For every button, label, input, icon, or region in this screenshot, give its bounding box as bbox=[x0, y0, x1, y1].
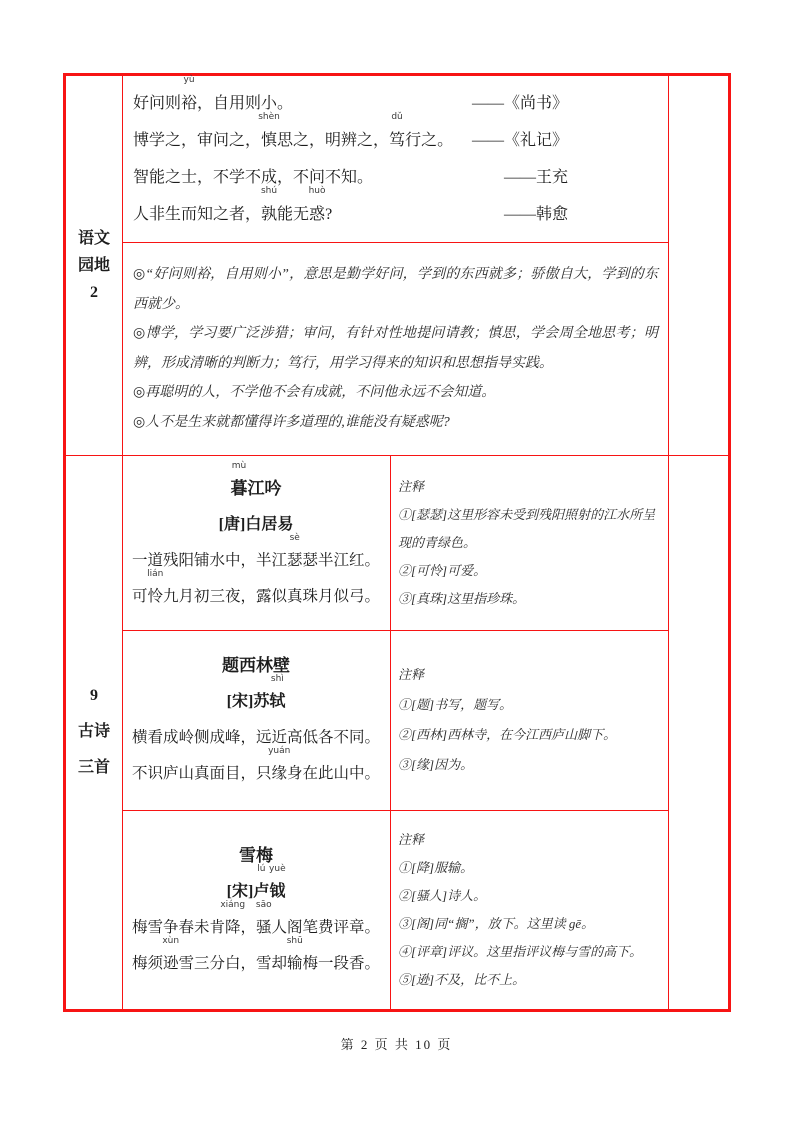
note-line: ③[阁]同“搁”，放下。这里读 gē。 bbox=[398, 915, 595, 931]
notes-heading: 注释 bbox=[398, 667, 425, 682]
quote-text bbox=[133, 159, 373, 196]
text-run: 输 shū bbox=[286, 935, 303, 972]
text-run: 轼 shì bbox=[269, 674, 286, 710]
poem-title bbox=[239, 838, 273, 874]
empty-cell bbox=[668, 76, 728, 455]
text-run: 笃 dǔ bbox=[389, 112, 406, 149]
text-run: 惑 huò bbox=[308, 186, 326, 223]
poem-author bbox=[226, 674, 286, 720]
text-run: ? bbox=[325, 206, 333, 223]
pinyin-annotation: yuán bbox=[268, 746, 291, 756]
row-label-line: 园地 bbox=[77, 257, 110, 274]
poem-verse bbox=[132, 720, 380, 756]
notes-heading: 注释 bbox=[398, 478, 425, 494]
pinyin-annotation: yuè bbox=[269, 863, 286, 874]
poem-tixilinbi bbox=[122, 630, 390, 810]
text-run: 降 xiáng bbox=[220, 899, 246, 936]
text-run: 好问则 bbox=[133, 95, 182, 112]
notes-heading: 注释 bbox=[398, 831, 425, 847]
pinyin-annotation: sāo bbox=[255, 899, 272, 910]
explanation-line: ◎“好问则裕，自用则小”，意思是勤学好问，学到的东西就多；骄傲自大，学到的东西就少。 bbox=[133, 267, 658, 312]
text-run: 暮 mù bbox=[230, 460, 248, 498]
poem-verse bbox=[131, 532, 381, 579]
text-run: 骚 sāo bbox=[255, 899, 272, 936]
poem-author bbox=[219, 507, 294, 543]
text-run: 思之，明辨之， bbox=[277, 132, 390, 149]
row-label-line: 古诗 bbox=[77, 723, 110, 740]
worksheet-table bbox=[63, 73, 731, 1012]
quote-line bbox=[133, 186, 568, 233]
pinyin-annotation: dǔ bbox=[391, 112, 403, 122]
note-line: ②[可怜]可爱。 bbox=[398, 562, 487, 578]
quote-explanations-cell bbox=[122, 242, 668, 455]
text-run: 梅雪争春未肯 bbox=[131, 918, 225, 936]
text-run: 雪梅 bbox=[239, 845, 273, 865]
notes-mujiangyin bbox=[390, 455, 668, 630]
note-line: ⑤[逊]不及，比不上。 bbox=[398, 971, 526, 987]
empty-cell bbox=[668, 455, 728, 1009]
pinyin-annotation: sè bbox=[289, 532, 300, 543]
poem-title bbox=[230, 460, 282, 507]
row-label-yuwen-yuandi-2 bbox=[66, 76, 122, 455]
text-run: 智能之士，不学不成，不问不知。 bbox=[133, 169, 374, 186]
note-line: ④[评章]评议。这里指评议梅与雪的高下。 bbox=[398, 943, 643, 959]
explanation-line: ◎再聪明的人，不学他不会有成就，不问他永远不会知道。 bbox=[133, 385, 496, 400]
text-run: ， bbox=[240, 918, 256, 936]
pinyin-annotation: huò bbox=[308, 186, 326, 196]
poem-verse bbox=[131, 568, 381, 615]
pinyin-annotation: yù bbox=[183, 75, 195, 85]
pinyin-annotation: lián bbox=[147, 568, 164, 579]
row-label-line: 9 bbox=[90, 687, 98, 704]
poem-verse bbox=[131, 746, 381, 792]
note-line: ②[西林]西林寺，在今江西庐山脚下。 bbox=[398, 727, 617, 742]
pinyin-annotation: shū bbox=[286, 935, 303, 946]
note-line: ③[缘]因为。 bbox=[398, 757, 474, 772]
text-run: 九月初三夜，露似真珠月似弓。 bbox=[163, 587, 381, 605]
text-run: [宋] bbox=[226, 882, 254, 900]
text-run: 不识庐山真面目，只 bbox=[131, 765, 272, 782]
text-run: 怜 lián bbox=[147, 568, 164, 605]
text-run: 能无 bbox=[277, 206, 310, 223]
text-run: 一道残阳铺水中，半江 bbox=[131, 551, 287, 569]
poem-verse bbox=[131, 935, 381, 982]
text-run: 瑟 sè bbox=[286, 532, 303, 569]
quote-line bbox=[133, 159, 568, 196]
text-run: 题西林壁 bbox=[222, 656, 290, 675]
notes-tixilinbi bbox=[390, 630, 668, 810]
quote-source: ——韩愈 bbox=[503, 206, 568, 223]
pinyin-annotation: xiáng bbox=[220, 899, 246, 910]
notes-xuemei bbox=[390, 810, 668, 1009]
pinyin-annotation: shì bbox=[270, 674, 284, 684]
pinyin-annotation: shèn bbox=[258, 112, 280, 122]
text-run: 横看成岭侧成峰，远近高低各不同。 bbox=[131, 729, 380, 746]
quote-source: ——《尚书》 bbox=[471, 95, 568, 112]
quote-line bbox=[133, 112, 568, 159]
note-line: ①[题]书写，题写。 bbox=[398, 697, 513, 712]
row-label-gushi-sanshou bbox=[66, 455, 122, 1009]
pinyin-annotation: mù bbox=[231, 460, 247, 471]
text-run: 孰 shú bbox=[260, 186, 278, 223]
note-line: ①[降]服输。 bbox=[398, 859, 474, 875]
quote-source: ——《礼记》 bbox=[471, 132, 568, 149]
text-run: 裕 yù bbox=[181, 75, 198, 112]
quote-source: ——王充 bbox=[503, 169, 568, 186]
note-line: ①[瑟瑟]这里形容未受到残阳照射的江水所呈现的青绿色。 bbox=[398, 506, 656, 550]
quote-text bbox=[133, 186, 333, 233]
text-run: 人阁笔费评章。 bbox=[271, 918, 381, 936]
text-run: 瑟半江红。 bbox=[302, 551, 381, 569]
text-run: 逊 xùn bbox=[162, 935, 180, 972]
text-run: 慎 shèn bbox=[258, 112, 280, 149]
text-run: 钺 yuè bbox=[269, 863, 286, 900]
quote-line bbox=[133, 75, 568, 122]
note-line: ③[真珠]这里指珍珠。 bbox=[398, 590, 526, 606]
text-run: 身在此山中。 bbox=[287, 765, 381, 782]
text-run: 可 bbox=[131, 587, 148, 605]
poem-mujiangyin bbox=[122, 455, 390, 630]
text-run: 江吟 bbox=[247, 478, 282, 498]
text-run: 梅一段香。 bbox=[302, 954, 381, 972]
quote-text bbox=[133, 112, 454, 159]
text-run: 人非生而知之者， bbox=[133, 206, 262, 223]
row-label-line: 语文 bbox=[77, 230, 110, 247]
pinyin-annotation: lú bbox=[257, 863, 266, 874]
text-run: [宋]苏 bbox=[226, 693, 270, 710]
page-footer: 第 2 页 共 10 页 bbox=[340, 1037, 453, 1052]
text-run: 梅须 bbox=[131, 954, 163, 972]
text-run: 卢 lú bbox=[253, 863, 270, 900]
text-run: 缘 yuán bbox=[268, 746, 291, 782]
poem-xuemei bbox=[122, 810, 390, 1009]
pinyin-annotation: shú bbox=[260, 186, 278, 196]
text-run: 雪三分白，雪却 bbox=[178, 954, 287, 972]
pinyin-annotation: xùn bbox=[162, 935, 180, 946]
text-run: 博学之，审问之， bbox=[133, 132, 262, 149]
row-label-line: 2 bbox=[90, 284, 98, 301]
explanation-line: ◎人不是生来就都懂得许多道理的,谁能没有疑惑呢? bbox=[133, 414, 450, 430]
note-line: ②[骚人]诗人。 bbox=[398, 887, 487, 903]
explanation-line: ◎博学，学习要广泛涉猎；审问，有针对性地提问请教；慎思，学会周全地思考；明辨，形成清晰的判断力；笃行，用学习得来的知识和思想指导实践。 bbox=[133, 326, 658, 371]
text-run: [唐]白居易 bbox=[218, 515, 294, 533]
text-run: ，自用则小。 bbox=[197, 95, 294, 112]
text-run: 行之。 bbox=[405, 132, 454, 149]
row-label-line: 三首 bbox=[77, 759, 110, 776]
famous-quotes-cell bbox=[122, 76, 668, 242]
